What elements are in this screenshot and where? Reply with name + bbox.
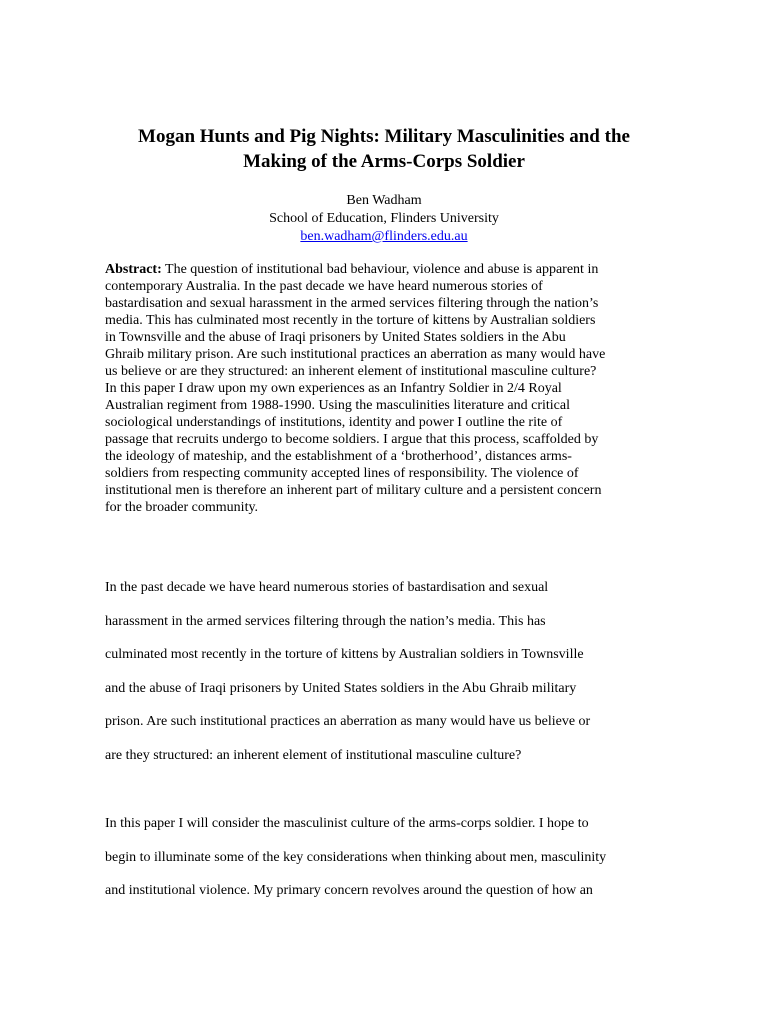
- paragraph-line: In this paper I will consider the masculinist culture of the arms-corps soldier. I hope to: [105, 816, 589, 831]
- abstract-line: passage that recruits undergo to become soldiers. I argue that this process, scaffolded by: [105, 432, 599, 447]
- paper-title: [80, 124, 688, 174]
- author-email-link[interactable]: ben.wadham@flinders.edu.au: [300, 229, 468, 244]
- author-name: Ben Wadham: [346, 193, 422, 208]
- author-affiliation: School of Education, Flinders University: [269, 211, 499, 226]
- abstract-line-text: The question of institutional bad behaviour, violence and abuse is apparent in: [161, 262, 599, 277]
- title-line-2: Making of the Arms-Corps Soldier: [243, 151, 525, 172]
- abstract: [105, 261, 667, 516]
- abstract-line: sociological understandings of institutions, identity and power I outline the rite of: [105, 415, 563, 430]
- abstract-line: in Townsville and the abuse of Iraqi prisoners by United States soldiers in the Abu: [105, 330, 566, 345]
- body-paragraph-1: [105, 571, 665, 773]
- abstract-line: media. This has culminated most recently in the torture of kittens by Australian soldiers: [105, 313, 596, 328]
- abstract-line: contemporary Australia. In the past decade we have heard numerous stories of: [105, 279, 543, 294]
- paragraph-line: begin to illuminate some of the key considerations when thinking about men, masculinity: [105, 849, 607, 865]
- abstract-line: the ideology of mateship, and the establishment of a ‘brotherhood’, distances arms-: [105, 449, 572, 464]
- abstract-line: soldiers from respecting community accepted lines of responsibility. The violence of: [105, 466, 579, 481]
- abstract-line: [105, 261, 667, 278]
- abstract-line: In this paper I draw upon my own experiences as an Infantry Soldier in 2/4 Royal: [105, 381, 562, 396]
- abstract-line: us believe or are they structured: an inherent element of institutional masculine culture?: [105, 364, 597, 379]
- body-paragraph-2: [105, 807, 665, 908]
- paragraph-line: and the abuse of Iraqi prisoners by United States soldiers in the Abu Ghraib military: [105, 680, 577, 696]
- abstract-line: bastardisation and sexual harassment in the armed services filtering through the nation’s: [105, 296, 599, 311]
- abstract-line: Ghraib military prison. Are such institutional practices an aberration as many would have: [105, 347, 606, 362]
- paragraph-line: are they structured: an inherent element of institutional masculine culture?: [105, 747, 522, 763]
- abstract-line: institutional men is therefore an inherent part of military culture and a persistent concern: [105, 483, 602, 498]
- paragraph-line: In the past decade we have heard numerous stories of bastardisation and sexual: [105, 580, 549, 595]
- abstract-label: Abstract:: [105, 262, 162, 277]
- paragraph-line: prison. Are such institutional practices an aberration as many would have us believe or: [105, 714, 591, 730]
- abstract-line: for the broader community.: [105, 500, 259, 515]
- author-block: [80, 192, 688, 246]
- title-line-1: Mogan Hunts and Pig Nights: Military Masculinities and the: [138, 126, 630, 147]
- paragraph-line: culminated most recently in the torture of kittens by Australian soldiers in Townsville: [105, 647, 584, 663]
- paragraph-line: and institutional violence. My primary concern revolves around the question of how an: [105, 883, 593, 899]
- paragraph-line: harassment in the armed services filtering through the nation’s media. This has: [105, 613, 546, 629]
- abstract-line: Australian regiment from 1988-1990. Using the masculinities literature and critical: [105, 398, 570, 413]
